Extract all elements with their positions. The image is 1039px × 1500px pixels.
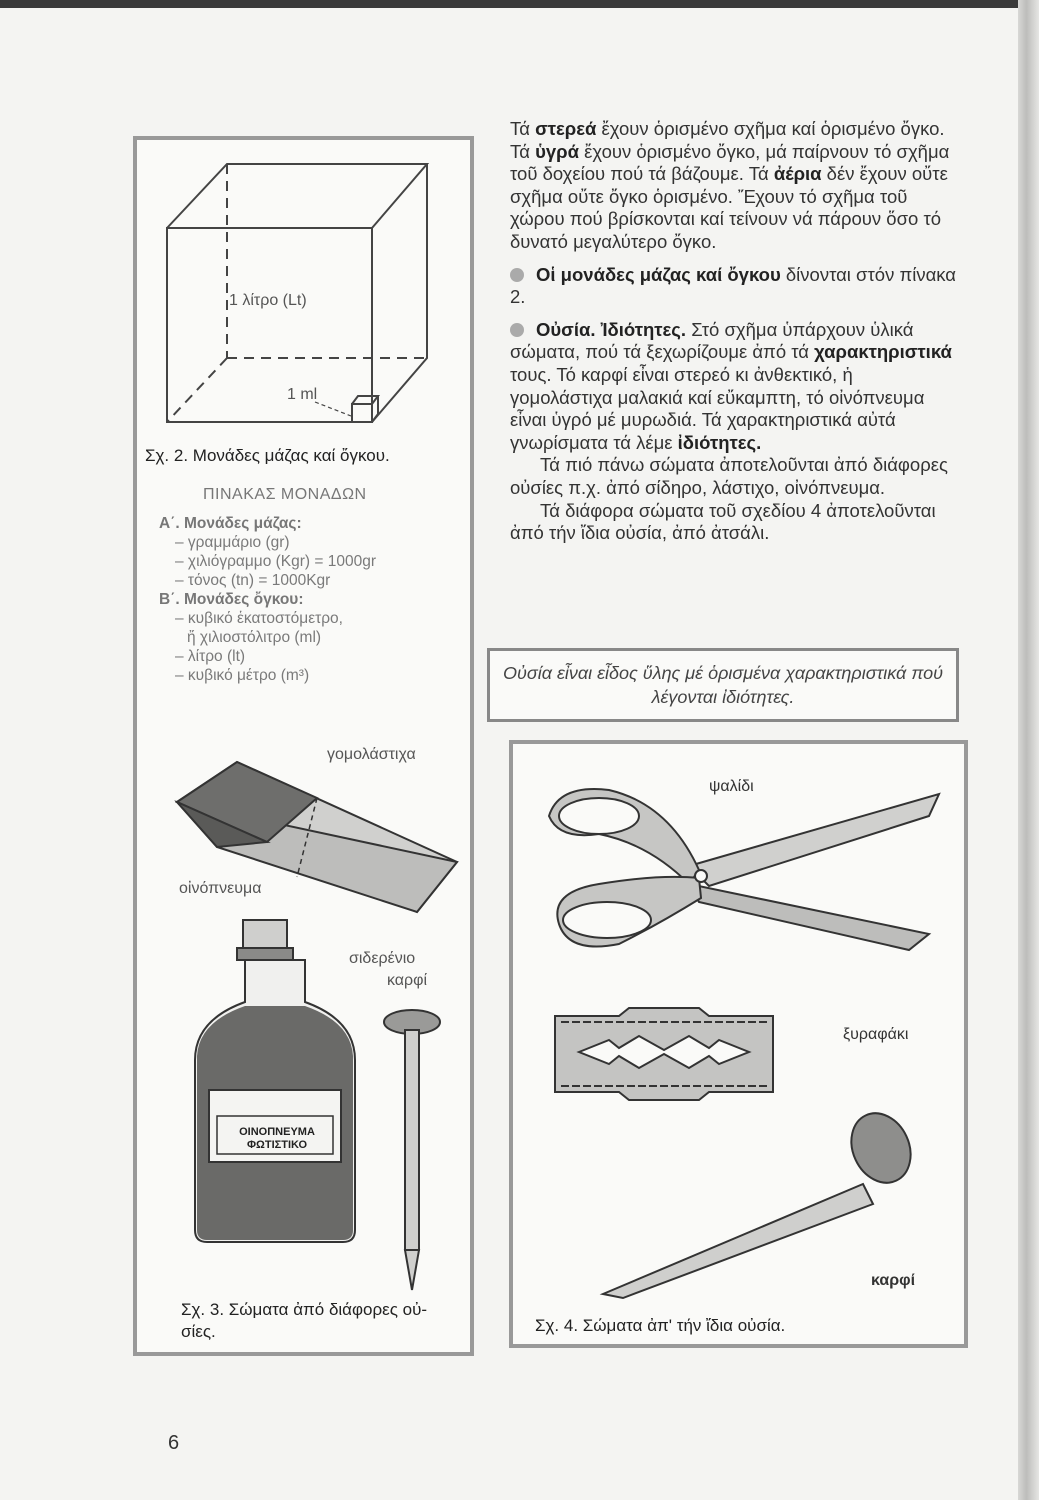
text-run: δέν ἔχουν οὔτε σχῆμα οὔτε ὄγκο ὁρισμένο. Ἔχουν τό σχῆμα τοῦ χώρου πού βρίσκονται καί τείνουν νά πάρουν ὅσο τό δυνατό μεγαλύτερο ὄγκο.: [510, 163, 948, 252]
left-figure-panel: [133, 136, 474, 1356]
bottle-label: [219, 1126, 335, 1152]
paragraph-substances-example: Τά πιό πάνω σώματα ἀποτελοῦνται ἀπό διάφορες οὐσίες π.χ. ἀπό σίδηρο, λάστιχο, οἰνόπνευμα.: [510, 454, 948, 498]
bottle-label-line2: ΦΩΤΙΣΤΙΚΟ: [247, 1139, 307, 1151]
text-run: Τά: [510, 118, 536, 139]
term-solids: στερεά: [535, 118, 597, 139]
alcohol-label: οἰνόπνευμα: [179, 880, 262, 897]
paragraph-same-substance: Τά διάφορα σώματα τοῦ σχεδίου 4 ἀποτελοῦνται ἀπό τήν ἴδια οὐσία, ἀπό ἀτσάλι.: [510, 499, 936, 544]
bullet-icon: [510, 323, 524, 337]
page-number: 6: [168, 1432, 180, 1454]
volume-unit-item: – κυβικό μέτρο (m³): [175, 667, 310, 684]
page-right-edge: [1018, 0, 1039, 1500]
figure3-caption-line2: σίες.: [181, 1322, 216, 1341]
nail-label-line2: καρφί: [387, 972, 428, 989]
term-gases: ἀέρια: [773, 163, 822, 185]
scissors-illustration: [529, 774, 949, 964]
heading-units: Οἱ μονάδες μάζας καί ὄγκου: [536, 263, 781, 285]
text-run: τους. Τό καρφί εἶναι στερεό κι ἀνθεκτικό, ἡ γομολάστιχα μαλακιά καί εὔκαμπτη, τό οἰνόπνευμα εἶναι ὑγρό μέ μυρωδιά. Τά χαρακτηριστικά αὐτά γνωρίσματα τά λέμε: [510, 363, 925, 453]
eraser-label: γομολάστιχα: [327, 746, 416, 763]
volume-unit-item: ἤ χιλιοστόλιτρο (ml): [187, 629, 322, 646]
term-properties: ἰδιότητες.: [677, 431, 762, 453]
razor-blade-illustration: [549, 1006, 779, 1102]
bottle-label-line1: ΟΙΝΟΠΝΕΥΜΑ: [239, 1126, 315, 1138]
term-characteristics: χαρακτηριστικά: [814, 341, 952, 363]
ml-label: 1 ml: [287, 386, 318, 403]
text-run: δίνονται στόν πίνακα 2.: [510, 263, 957, 308]
figure4-caption: Σχ. 4. Σώματα ἀπ' τήν ἴδια οὐσία.: [535, 1316, 786, 1335]
text-run: ἔχουν ὁρισμένο σχῆμα καί ὁρισμένο ὄγκο. Τά: [510, 118, 945, 162]
paragraph-units: [510, 264, 960, 309]
units-table-title: ΠΙΝΑΚΑΣ ΜΟΝΑΔΩΝ: [203, 486, 367, 503]
figure4-panel: [509, 740, 968, 1348]
volume-unit-item: – κυβικό ἑκατοστόμετρο,: [175, 610, 343, 627]
cube-illustration: [137, 140, 470, 480]
mass-unit-item: – τόνος (tn) = 1000Kgr: [175, 572, 331, 589]
body-text-column: [510, 118, 960, 545]
iron-nail-illustration: [377, 1000, 447, 1300]
paragraph-states-of-matter: [510, 118, 960, 254]
mass-unit-item: – χιλιόγραμμο (Kgr) = 1000gr: [175, 553, 377, 570]
bullet-icon: [510, 268, 524, 282]
figure3-caption-line1: Σχ. 3. Σώματα ἀπό διάφορες οὐ-: [181, 1300, 428, 1319]
nail-label-line1: σιδερένιο: [349, 950, 416, 967]
volume-unit-item: – λίτρο (lt): [175, 648, 246, 665]
mass-unit-item: – γραμμάριο (gr): [175, 534, 290, 551]
text-run: Στό σχῆμα ὑπάρχουν ὑλικά σώματα, πού τά ξεχωρίζουμε ἀπό τά: [510, 318, 914, 363]
mass-units-heading: Α΄. Μονάδες μάζας:: [159, 515, 302, 532]
razor-blade-label: ξυραφάκι: [843, 1026, 909, 1043]
volume-units-heading: Β΄. Μονάδες ὄγκου:: [159, 591, 304, 608]
litre-label: 1 λίτρο (Lt): [229, 292, 307, 309]
page-top-edge: [0, 0, 1039, 8]
figure2-caption: Σχ. 2. Μονάδες μάζας καί ὄγκου.: [145, 446, 390, 465]
nail-label: καρφί: [871, 1272, 916, 1289]
alcohol-bottle-illustration: [185, 910, 365, 1250]
text-run: ἔχουν ὁρισμένο ὄγκο, μά παίρνουν τό σχῆμα τοῦ δοχείου πού τά βάζουμε. Τά: [510, 140, 950, 185]
definition-box: Οὐσία εἶναι εἶδος ὕλης μέ ὁρισμένα χαρακτηριστικά πού λέγονται ἰδιότητες.: [487, 648, 959, 722]
paragraph-substance-properties: [510, 319, 960, 455]
scissors-label: ψαλίδι: [709, 778, 754, 795]
heading-substance: Οὐσία. Ἰδιότητες.: [536, 318, 687, 340]
term-liquids: ὑγρά: [535, 140, 579, 162]
mass-units-block: [159, 514, 376, 685]
